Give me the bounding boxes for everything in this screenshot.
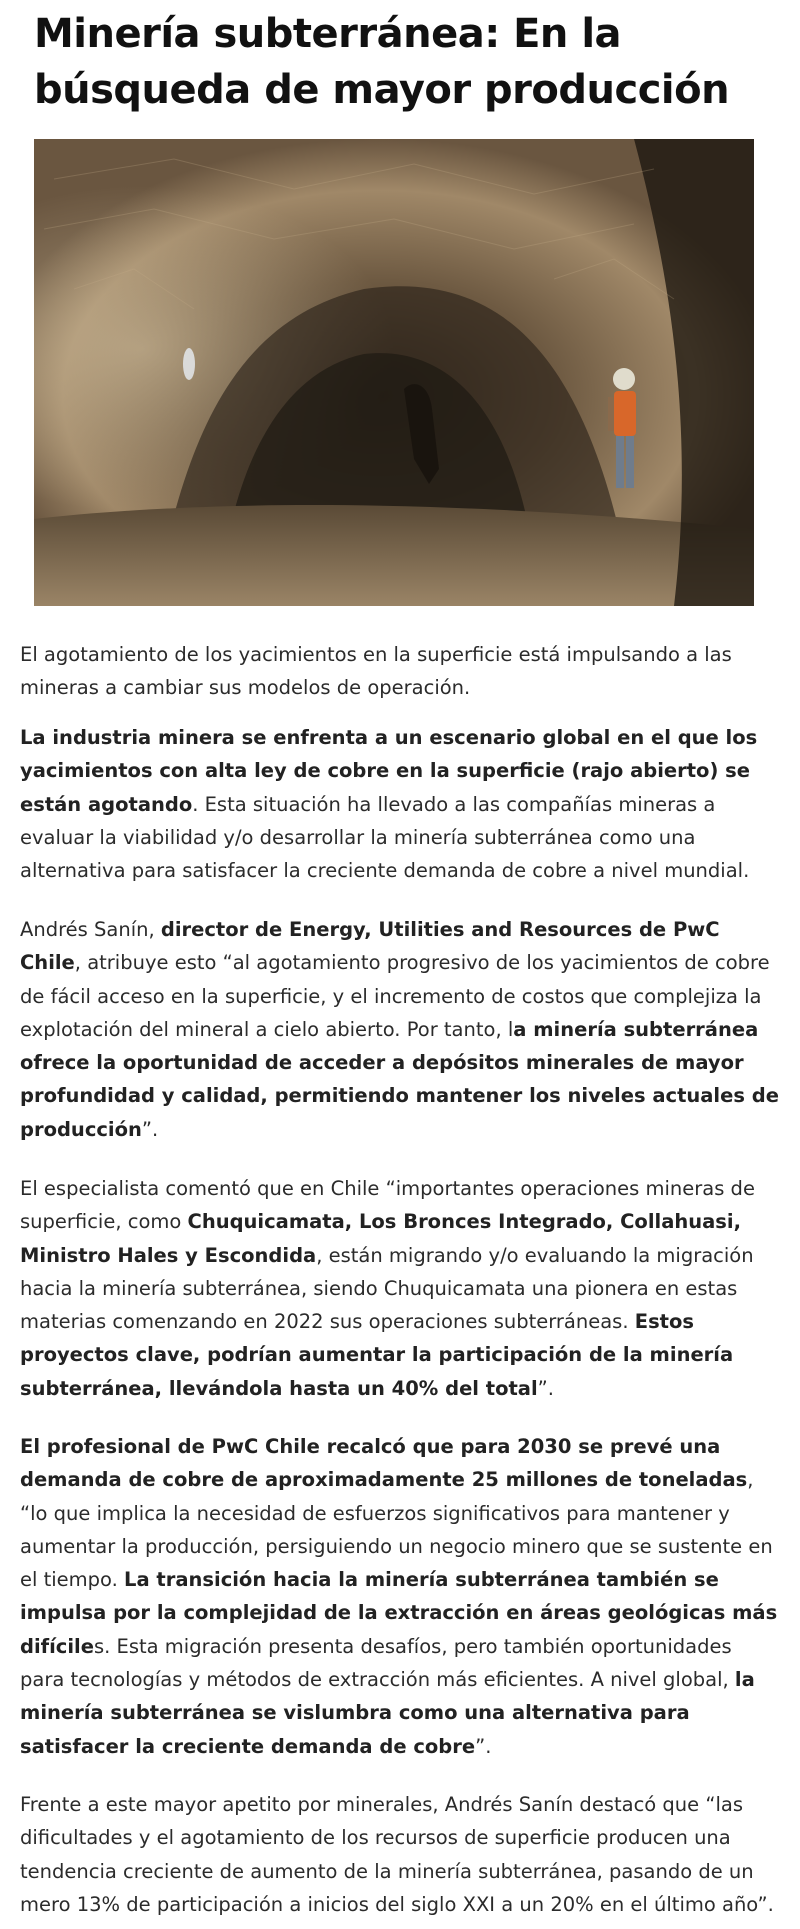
underground-mine-photo-icon [34, 139, 754, 606]
hero-image [34, 139, 754, 606]
text-run: ”. [475, 1734, 492, 1758]
bold-text-run: a minería subterránea ofrece la oportunidad de acceder a depósitos minerales de mayor profundidad y calidad, permitiendo mantener los niveles actuales de producción [20, 1017, 779, 1141]
text-run: ”. [537, 1376, 554, 1400]
text-run: Frente a este mayor apetito por minerales, Andrés Sanín destacó que “las dificultades y el agotamiento de los recursos de superficie producen una tendencia creciente de aumento de la minería subterránea, pasando de un mero 13% de participación a inicios del siglo XXI a un 20% en el último año”. [20, 1793, 774, 1916]
body-paragraph-4 [20, 1430, 780, 1763]
bold-text-run: La industria minera se enfrenta a un escenario global en el que los yacimientos con alta ley de cobre en la superficie (rajo abierto) se están agotando [20, 726, 758, 816]
text-run: ”. [141, 1117, 159, 1141]
body-paragraph-5 [20, 1788, 780, 1921]
bold-text-run: la minería subterránea se vislumbra como una alternativa para satisfacer la creciente demanda de cobre [20, 1668, 755, 1758]
text-run: , “lo que implica la necesidad de esfuerzos significativos para mantener y aumentar la producción, persiguiendo un negocio minero que se sustente en el tiempo. [20, 1468, 773, 1592]
text-run: Andrés Sanín, [20, 918, 161, 941]
bold-text-run: El profesional de PwC Chile recalcó que para 2030 se prevé una demanda de cobre de aproximadamente 25 millones de toneladas [20, 1435, 748, 1492]
text-run: s. Esta migración presenta desafíos, pero también oportunidades para tecnologías y métodos de extracción más eficientes. A nivel global, [20, 1634, 735, 1692]
body-paragraph-2 [20, 913, 780, 1146]
body-paragraph-3 [20, 1172, 780, 1405]
text-run: El especialista comentó que en Chile “importantes operaciones mineras de superficie, como [20, 1177, 755, 1234]
body-paragraph-1 [20, 721, 780, 887]
bold-text-run: La transición hacia la minería subterránea también se impulsa por la complejidad de la extracción en áreas geológicas más difícile [20, 1568, 778, 1658]
text-run: , están migrando y/o evaluando la migración hacia la minería subterránea, siendo Chuquicamata una pionera en estas materias comenzando en 2022 sus operaciones subterráneas. [20, 1243, 754, 1334]
bold-text-run: Estos proyectos clave, podrían aumentar la participación de la minería subterránea, llevándola hasta un 40% del total [20, 1310, 734, 1400]
bold-text-run: director de Energy, Utilities and Resources de PwC Chile [20, 918, 720, 975]
bold-text-run: Chuquicamata, Los Bronces Integrado, Collahuasi, Ministro Hales y Escondida [20, 1210, 741, 1267]
page-title: Minería subterránea: En la búsqueda de mayor producción [34, 11, 730, 113]
text-run: . Esta situación ha llevado a las compañías mineras a evaluar la viabilidad y/o desarrollar la minería subterránea como una alternativa para satisfacer la creciente demanda de cobre a nivel mundial. [20, 792, 750, 883]
image-caption: El agotamiento de los yacimientos en la superficie está impulsando a las mineras a cambiar sus modelos de operación. [20, 643, 732, 700]
text-run: , atribuye esto “al agotamiento progresivo de los yacimientos de cobre de fácil acceso en la superficie, y el incremento de costos que complejiza la explotación del mineral a cielo abierto. Por tanto, l [20, 951, 770, 1041]
